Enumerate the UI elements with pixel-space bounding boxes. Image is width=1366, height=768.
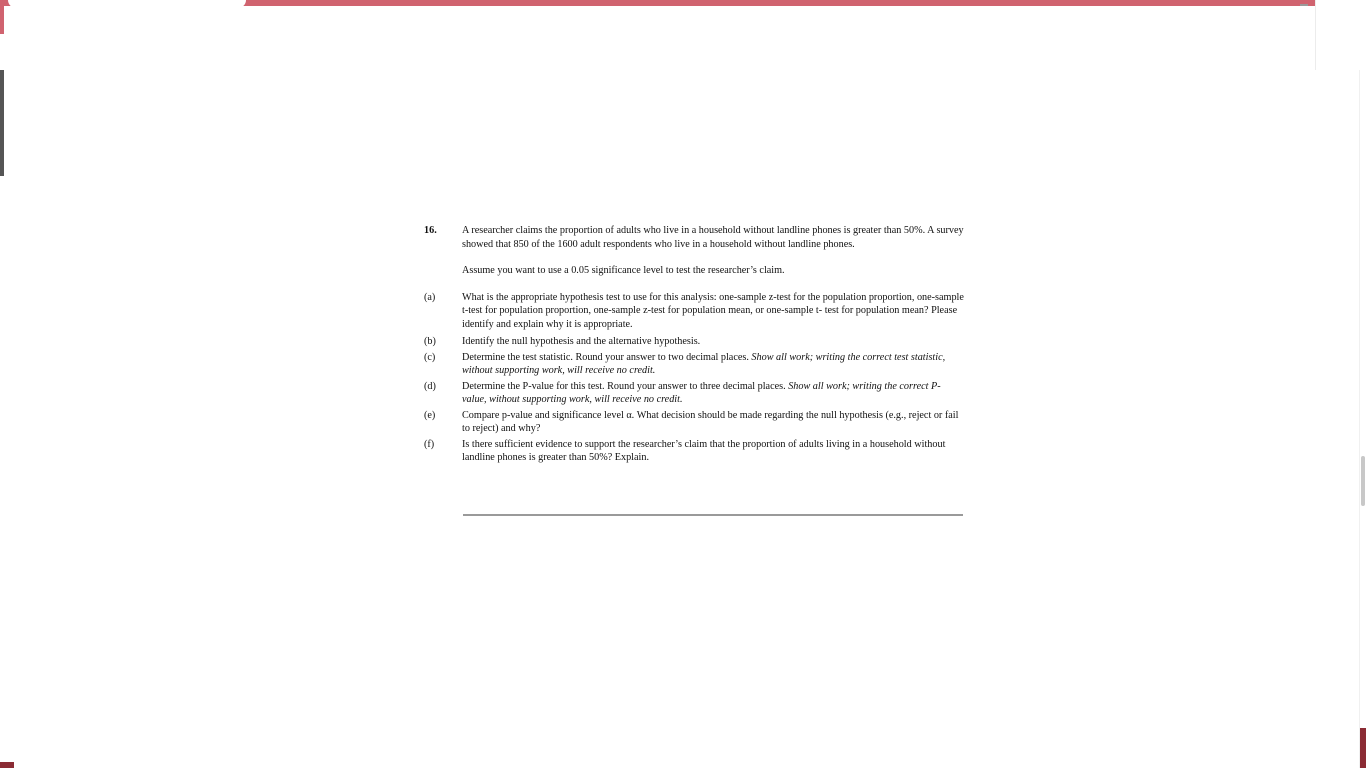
assumption-row	[424, 264, 964, 278]
part-f	[424, 438, 964, 465]
part-text: Compare p-value and significance level α. What decision should be made regarding the null hypothesis (e.g., reject or fail to reject) and why?	[462, 409, 959, 434]
part-label: (f)	[424, 438, 435, 450]
part-text: Is there sufficient evidence to support the researcher’s claim that the proportion of adults living in a household without landline phones is greater than 50%? Explain.	[462, 438, 946, 463]
part-note: Show all work; writing the correct P-value, without supporting work, will receive no credit.	[462, 380, 941, 405]
part-e	[424, 409, 964, 436]
part-label: (e)	[424, 409, 436, 421]
part-text: Determine the P-value for this test. Round your answer to three decimal places.	[462, 380, 786, 392]
part-label: (b)	[424, 336, 436, 347]
question-header	[424, 224, 964, 251]
document-page	[424, 224, 964, 467]
browser-tab[interactable]	[8, 0, 246, 8]
part-text: What is the appropriate hypothesis test to use for this analysis: one-sample z-test for the population proportion, one-sample t-test for population proportion, one-sample z-test for population mean, or one-sample t- test for population mean? Please identify and explain why it is appropriate.	[462, 291, 964, 330]
part-label: (d)	[424, 380, 436, 392]
part-text: Identify the null hypothesis and the alternative hypothesis.	[462, 336, 701, 347]
scrollbar-thumb[interactable]	[1361, 456, 1365, 506]
divider-rule	[463, 514, 963, 516]
part-d	[424, 380, 964, 407]
bottom-right-accent	[1360, 728, 1366, 768]
bottom-left-accent	[0, 762, 14, 768]
window-corner	[1315, 0, 1366, 70]
minimize-icon[interactable]	[1300, 4, 1308, 6]
left-scrollbar[interactable]	[0, 70, 4, 176]
part-label: (a)	[424, 291, 436, 303]
part-text: Determine the test statistic. Round your answer to two decimal places.	[462, 351, 749, 363]
question-number: 16.	[424, 225, 437, 236]
left-edge-accent	[0, 6, 4, 34]
part-label: (c)	[424, 351, 436, 363]
part-a	[424, 291, 964, 332]
question-intro: A researcher claims the proportion of adults who live in a household without landline phones is greater than 50%. A survey showed that 850 of the 1600 adult respondents who live in a household without landline phones.	[462, 225, 964, 250]
part-c	[424, 351, 964, 378]
part-b	[424, 335, 964, 349]
part-note: Show all work; writing the correct test statistic, without supporting work, will receive no credit.	[462, 351, 946, 376]
vertical-scrollbar[interactable]	[1359, 70, 1366, 768]
assumption-text: Assume you want to use a 0.05 significance level to test the researcher’s claim.	[462, 265, 785, 276]
